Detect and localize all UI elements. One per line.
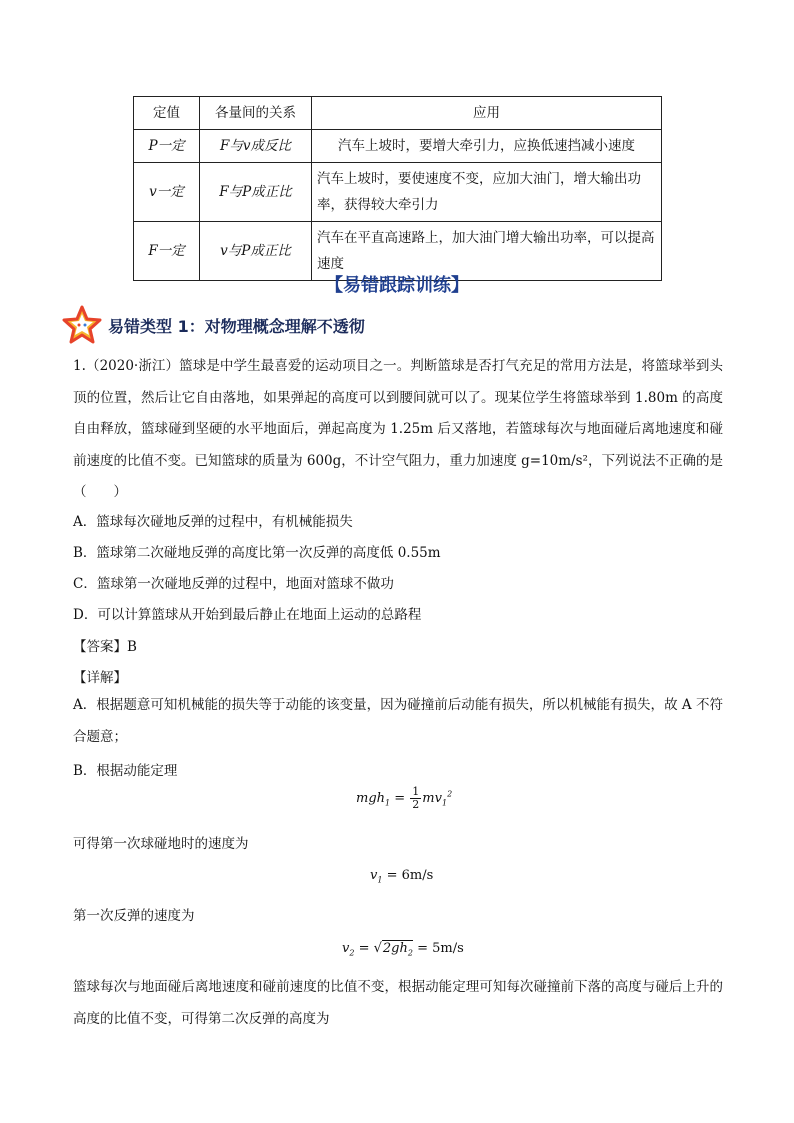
table-row	[134, 130, 662, 163]
equation-v1: $v_1 = 6m/s$	[370, 868, 434, 885]
answer: 【答案】B	[73, 639, 137, 655]
detail-label: 【详解】	[73, 670, 127, 686]
table-cell-application: 汽车在平直高速路上，加大油门增大输出功率，可以提高速度	[312, 222, 662, 281]
text-first-rebound: 第一次反弹的速度为	[73, 908, 195, 924]
star-icon	[62, 305, 102, 345]
table-cell-application: 汽车上坡时，要使速度不变，应加大油门，增大输出功率，获得较大牵引力	[312, 163, 662, 222]
error-type-title: 易错类型 1：对物理概念理解不透彻	[108, 316, 365, 336]
table-header-cell: 应用	[312, 97, 662, 130]
table-header-cell: 定值	[134, 97, 200, 130]
question-stem: 1.（2020·浙江）篮球是中学生最喜爱的运动项目之一。判断篮球是否打气充足的常用方法是，将篮球举到头顶的位置，然后让它自由落地，如果弹起的高度可以到腰间就可以了。现某位学生将篮球举到 1.80m 的高度自由释放，篮球碰到坚硬的水平地面后，弹起高度为 1.25m 后又落地，若篮球每次与地面碰后离地速度和碰前速度的比值不变。已知篮球的质量为 600g，不计空气阻力，重力加速度 g=10m/s²，下列说法不正确的是（ ）	[73, 358, 723, 500]
table-row	[134, 163, 662, 222]
detail-b-intro: B．根据动能定理	[73, 763, 178, 779]
detail-a: A．根据题意可知机械能的损失等于动能的该变量，因为碰撞前后动能有损失，所以机械能有损失，故 A 不符合题意；	[73, 697, 723, 745]
table-header-row	[134, 97, 662, 130]
table-cell-fixed: v一定	[134, 163, 200, 222]
option-a: A．篮球每次碰地反弹的过程中，有机械能损失	[73, 514, 353, 530]
option-b: B．篮球第二次碰地反弹的高度比第一次反弹的高度低 0.55m	[73, 545, 441, 561]
section-title: 【易错跟踪训练】	[325, 275, 469, 296]
text-ratio: 篮球每次与地面碰后离地速度和碰前速度的比值不变，根据动能定理可知每次碰撞前下落的高度与碰后上升的高度的比值不变，可得第二次反弹的高度为	[73, 979, 723, 1027]
relation-table	[133, 96, 662, 281]
table-cell-fixed: F一定	[134, 222, 200, 281]
table-header-cell: 各量间的关系	[200, 97, 312, 130]
error-type-heading	[62, 305, 365, 345]
table-cell-relation: F与v成反比	[200, 130, 312, 163]
table-cell-fixed: P一定	[134, 130, 200, 163]
table-cell-relation: v与P成正比	[200, 222, 312, 281]
option-d: D．可以计算篮球从开始到最后静止在地面上运动的总路程	[73, 607, 422, 623]
text-first-speed: 可得第一次球碰地时的速度为	[73, 836, 249, 852]
equation-energy: mgh$_1$ = $\frac{1}{2}$ $mv_1^2$	[356, 785, 453, 811]
option-c: C．篮球第一次碰地反弹的过程中，地面对篮球不做功	[73, 576, 394, 592]
table-cell-application: 汽车上坡时，要增大牵引力，应换低速挡减小速度	[312, 130, 662, 163]
table-cell-relation: F与P成正比	[200, 163, 312, 222]
equation-v2: $v_2 = √2gh_2 = 5m/s$	[342, 941, 464, 958]
